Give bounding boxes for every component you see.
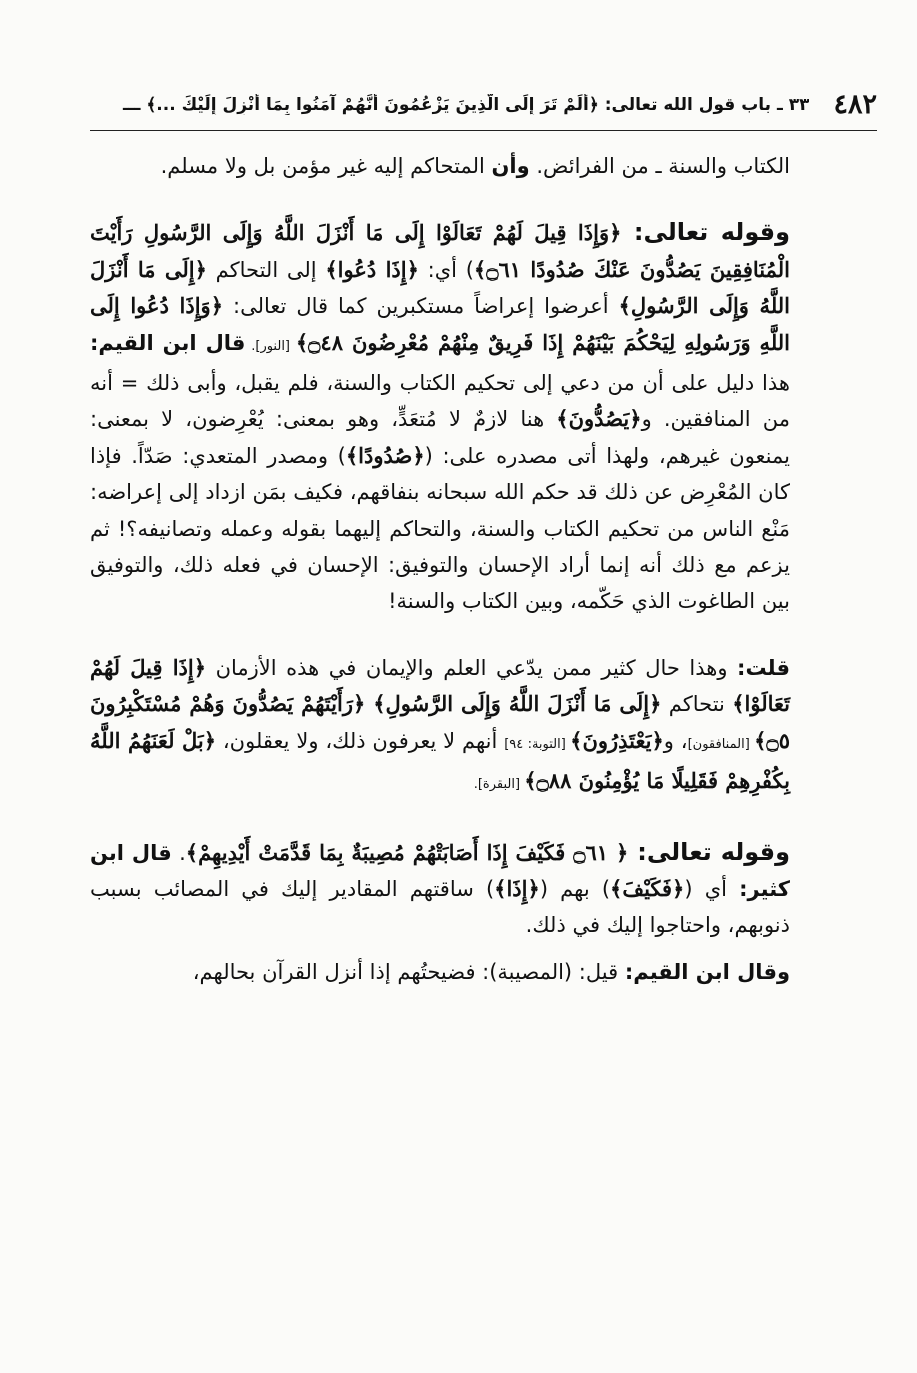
body-text: وهذا حال كثير ممن يدّعي العلم والإيمان في هذه الأزمان — [206, 655, 738, 680]
quran-quote: ﴿يَصُدُّونَ﴾ — [556, 406, 642, 432]
section-lead: وقوله تعالى: — [621, 218, 790, 247]
body-text: الكتاب والسنة ـ من الفرائض. — [529, 154, 790, 178]
paragraph — [90, 650, 790, 804]
paragraph — [90, 834, 790, 944]
citation: [التوبة: ٩٤] — [504, 736, 571, 752]
body-text: ) أي: — [418, 257, 474, 282]
paragraph — [90, 214, 790, 619]
page-header — [90, 84, 877, 131]
quran-quote: ﴿إِلَى مَا أَنْزَلَ اللَّهُ وَإِلَى الرَّسُولِ﴾ — [90, 256, 791, 319]
quran-quote: ﴿إِذَا﴾ — [494, 875, 540, 901]
body-text: . — [171, 840, 186, 865]
quran-quote: ﴿وَإِذَا دُعُوا إِلَى اللَّهِ وَرَسُولِهِ لِيَحْكُمَ بَيْنَهُمْ إِذَا فَرِيقٌ مِنْهُمْ مُعْرِضُونَ ۝٤٨﴾ — [90, 293, 791, 355]
body-text: نتحاكم — [661, 692, 733, 717]
body-text: أي ( — [684, 876, 740, 901]
body-text: ) بهم ( — [539, 876, 611, 901]
citation: [المنافقون] — [687, 736, 755, 752]
body-text: أعرضوا إعراضاً مستكبرين كما قال تعالى: — [223, 294, 619, 319]
body-text: هذا دليل على أن من دعي إلى تحكيم الكتاب والسنة، فلم يقبل، وأبى ذلك = أنه من المنافقين. و — [90, 371, 791, 432]
body-text: ) ومصدر المتعدي: صَدّاً. فإذا كان المُعْرِض عن ذلك قد حكم الله سبحانه بنفاقهم، فكيف بمَن ازداد إلى إعراضه: مَنْع الناس من تحكيم الكتاب والسنة، والتحاكم إليهما بقوله وعمله وتصانيفه؟! ثم يزعم مع ذلك أنه إنما أراد الإحسان والتوفيق: الإحسان في فعله ذلك، والتوفيق بين الطاغوت الذي حَكّمه، وبين الكتاب والسنة! — [90, 443, 790, 614]
paragraph-gap — [90, 184, 790, 214]
body-text: إلى التحاكم — [206, 257, 326, 282]
quran-quote: ﴿بَلْ لَعَنَهُمُ اللَّهُ بِكُفْرِهِمْ فَقَلِيلًا مَا يُؤْمِنُونَ ۝٨٨﴾ — [90, 727, 790, 794]
paragraph-gap — [90, 804, 790, 834]
section-lead: وقوله تعالى: — [628, 837, 790, 866]
quran-quote: ﴿يَعْتَذِرُونَ﴾ — [570, 727, 664, 753]
body-text: ، و — [663, 728, 688, 753]
bold-phrase: وأن — [491, 154, 530, 178]
bold-phrase: قال ابن القيم: — [90, 330, 246, 355]
paragraph — [90, 954, 790, 990]
page-number: ٤٨٢ — [833, 88, 877, 120]
quran-quote: ﴿فَكَيْفَ﴾ — [610, 875, 685, 901]
body-text: المتحاكم إليه غير مؤمن بل ولا مسلم. — [160, 154, 492, 178]
running-title: ٣٣ ـ باب قول الله تعالى: ﴿أَلَمْ تَرَ إِلَى الَّذِينَ يَزْعُمُونَ أَنَّهُمْ آمَنُوا بِمَا أُنْزِلَ إِلَيْكَ ...﴾ ـــ — [122, 94, 810, 115]
paragraph-gap — [90, 620, 790, 650]
body-text: أنهم لا يعرفون ذلك، ولا يعقلون، — [216, 728, 505, 753]
body-text: هنا لازمٌ لا مُتعَدٍّ، وهو بمعنى: يُعْرِضون، لا بمعنى: يمنعون غيرهم، ولهذا أتى مصدره على: ( — [90, 407, 790, 468]
bold-phrase: قال ابن كثير: — [90, 840, 790, 901]
body-text: قيل: (المصيبة): فضيحتُهم إذا أنزل القرآن بحالهم، — [192, 959, 625, 984]
bold-phrase: قلت: — [737, 655, 790, 680]
quran-quote: ﴿إِذَا قِيلَ لَهُمْ تَعَالَوْا﴾ — [90, 654, 790, 717]
quran-quote: ﴿ ۝٦١ فَكَيْفَ إِذَا أَصَابَتْهُمْ مُصِيبَةٌ بِمَا قَدَّمَتْ أَيْدِيهِمْ﴾ — [185, 839, 629, 865]
quran-quote: ﴿إِذَا دُعُوا﴾ — [325, 256, 419, 282]
paragraph-gap — [90, 944, 790, 954]
citation: [النور]. — [245, 338, 296, 354]
citation: [البقرة]. — [473, 777, 525, 793]
quran-quote: ﴿إِلَى مَا أَنْزَلَ اللَّهُ وَإِلَى الرَّسُولِ﴾ ﴿رَأَيْتَهُمْ يَصُدُّونَ وَهُمْ مُسْتَكْبِرُونَ ۝٥﴾ — [90, 691, 790, 753]
quran-quote: ﴿صُدُودًا﴾ — [345, 442, 425, 468]
quran-quote: ﴿وَإِذَا قِيلَ لَهُمْ تَعَالَوْا إِلَى مَا أَنْزَلَ اللَّهُ وَإِلَى الرَّسُولِ رَأَيْتَ الْمُنَافِقِينَ يَصُدُّونَ عَنْكَ صُدُودًا ۝٦١﴾ — [90, 220, 790, 282]
bold-phrase: وقال ابن القيم: — [624, 959, 790, 984]
body-text: ) ساقتهم المقادير إليك في المصائب بسبب ذنوبهم، واحتاجوا إليك في ذلك. — [90, 876, 790, 938]
paragraph — [90, 148, 790, 184]
page-body — [90, 148, 790, 990]
